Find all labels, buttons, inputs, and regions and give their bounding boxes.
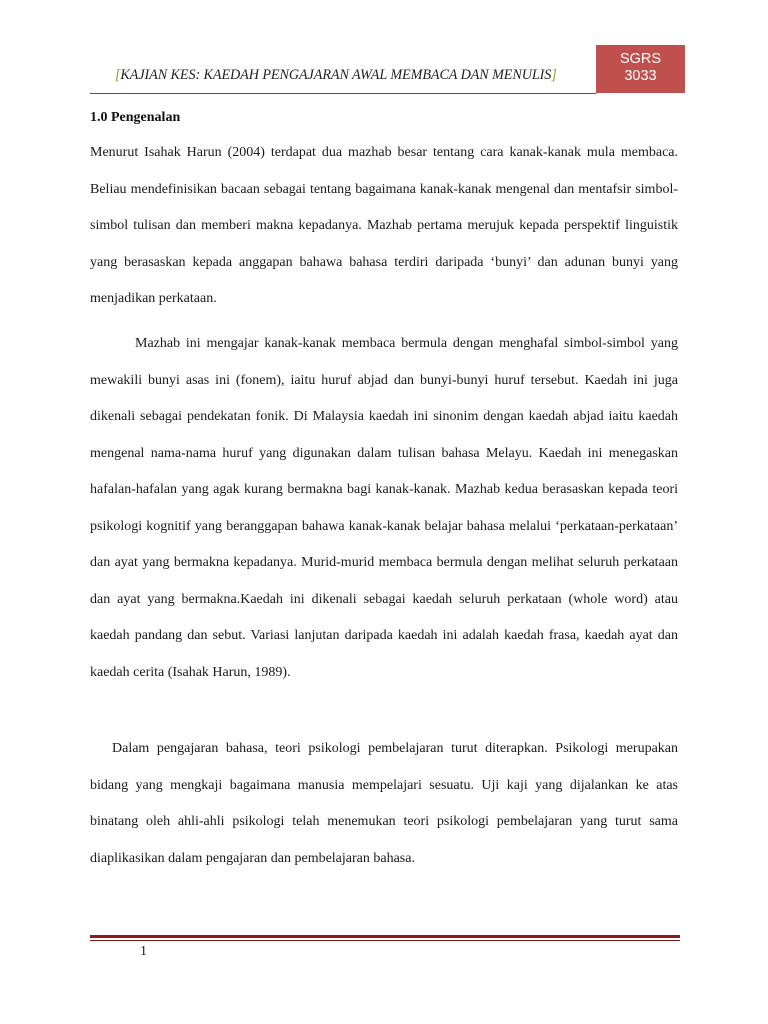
course-code-line2: 3033 [624, 68, 657, 84]
header-title [115, 67, 557, 84]
footer-divider-thick [90, 935, 680, 938]
header-divider [90, 93, 596, 94]
section-heading: 1.0 Pengenalan [90, 110, 181, 125]
header-bracket-open: [ [115, 67, 121, 83]
page-number: 1 [140, 944, 147, 959]
paragraph-3: Dalam pengajaran bahasa, teori psikologi pembelajaran turut diterapkan. Psikologi merupakan bidang yang mengkaji bagaimana manusia mempelajari sesuatu. Uji kaji yang dijalankan ke atas binatang oleh ahli-ahli psikologi telah menemukan teori psikologi pembelajaran yang turut sama diaplikasikan dalam pengajaran dan pembelajaran bahasa. [90, 741, 678, 866]
course-code-badge [596, 45, 685, 93]
document-title: KAJIAN KES: KAEDAH PENGAJARAN AWAL MEMBACA DAN MENULIS [120, 67, 552, 83]
footer-divider-thin [90, 940, 680, 941]
paragraph-1: Menurut Isahak Harun (2004) terdapat dua mazhab besar tentang cara kanak-kanak mula membaca. Beliau mendefinisikan bacaan sebagai tentang bagaimana kanak-kanak mengenal dan mentafsir simbol-simbol tulisan dan memberi makna kepadanya. Mazhab pertama merujuk kepada perspektif linguistik yang berasaskan kepada anggapan bahawa bahasa terdiri daripada ‘bunyi’ dan adunan bunyi yang menjadikan perkataan. [90, 145, 678, 306]
header-bracket-close: ] [551, 67, 557, 83]
paragraph-2: Mazhab ini mengajar kanak-kanak membaca bermula dengan menghafal simbol-simbol yang mewakili bunyi asas ini (fonem), iaitu huruf abjad dan bunyi-bunyi huruf tersebut. Kaedah ini juga dikenali sebagai pendekatan fonik. Di Malaysia kaedah ini sinonim dengan kaedah abjad iaitu kaedah mengenal nama-nama huruf yang digunakan dalam tulisan bahasa Melayu. Kaedah ini menegaskan hafalan-hafalan yang agak kurang bermakna bagi kanak-kanak. Mazhab kedua berasaskan kepada teori psikologi kognitif yang beranggapan bahawa kanak-kanak belajar bahasa melalui ‘perkataan-perkataan’ dan ayat yang bermakna kepadanya. Murid-murid membaca bermula dengan melihat seluruh perkataan dan ayat yang bermakna.Kaedah ini dikenali sebagai kaedah seluruh perkataan (whole word) atau kaedah pandang dan sebut. Variasi lanjutan daripada kaedah ini adalah kaedah frasa, kaedah ayat dan kaedah cerita (Isahak Harun, 1989). [90, 336, 678, 680]
course-code-line1: SGRS [619, 51, 662, 67]
